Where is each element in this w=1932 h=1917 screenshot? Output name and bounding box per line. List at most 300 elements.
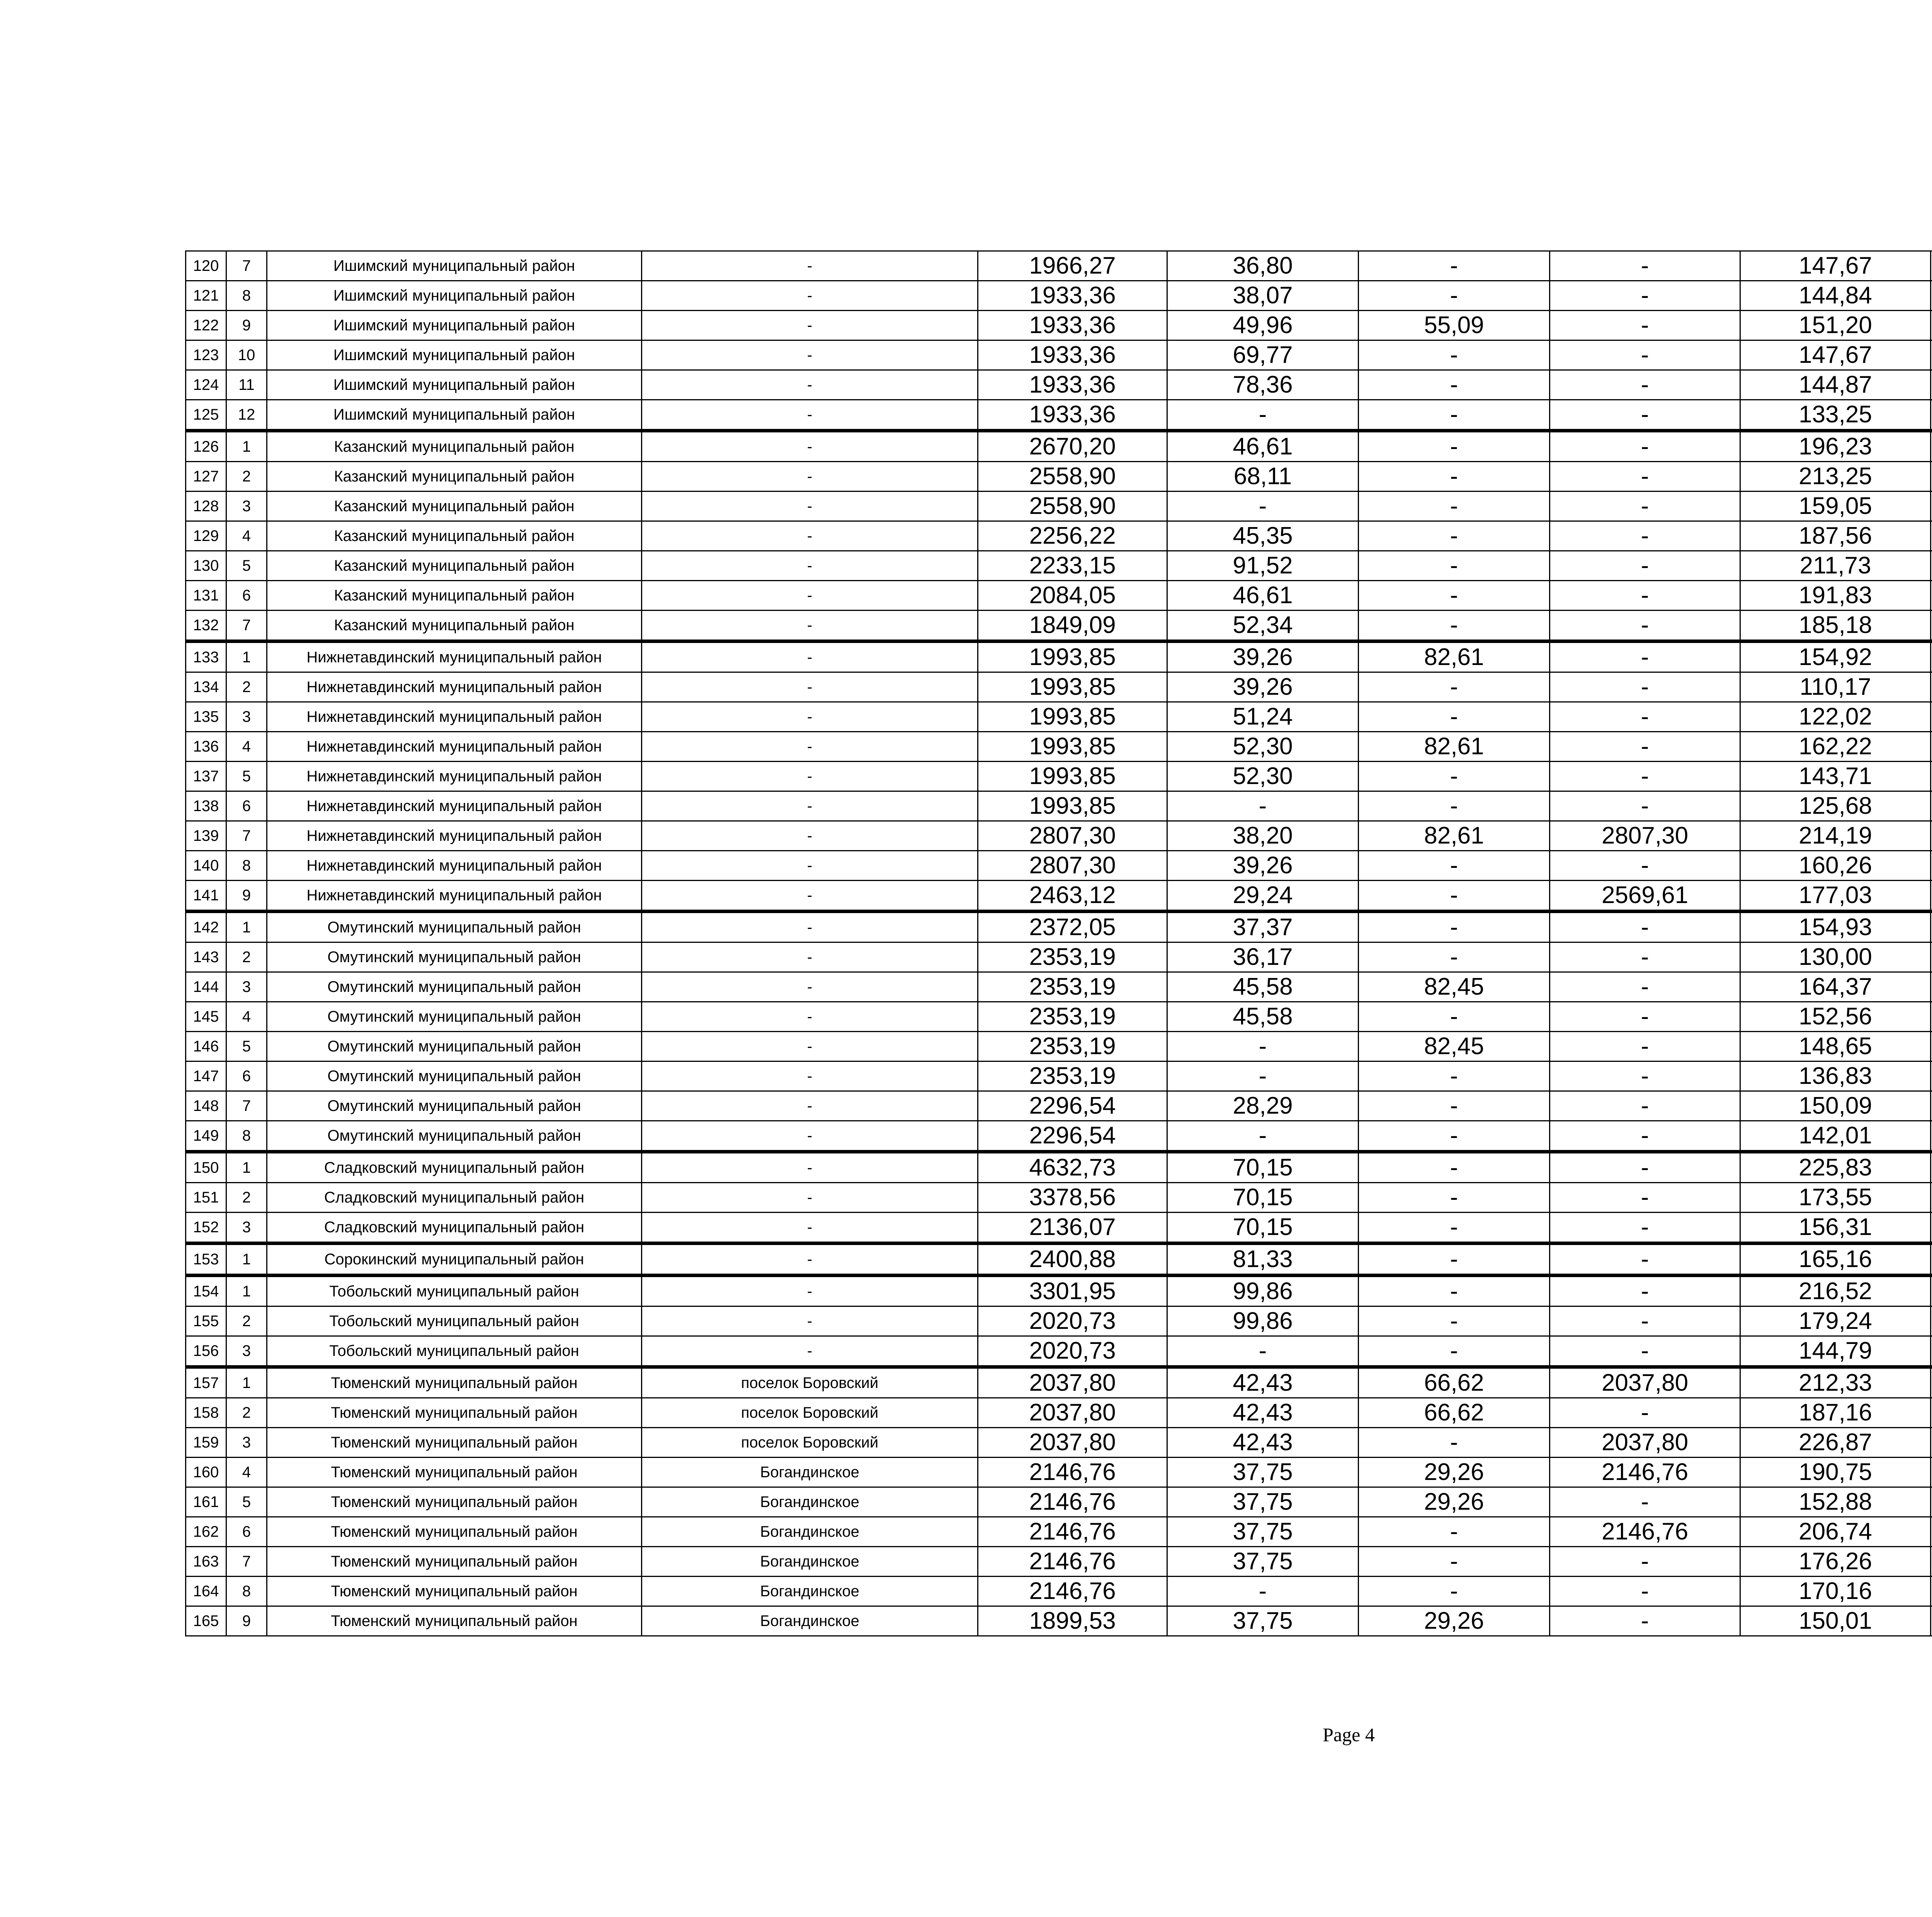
value-col-10 bbox=[1931, 340, 1932, 370]
district-name: Омутинский муниципальный район bbox=[267, 1091, 642, 1121]
district-name: Нижнетавдинский муниципальный район bbox=[267, 762, 642, 791]
table-row bbox=[186, 551, 1932, 581]
row-number: 155 bbox=[186, 1306, 226, 1336]
row-number: 165 bbox=[186, 1606, 226, 1636]
value-col-8: - bbox=[1550, 1152, 1740, 1183]
table-body bbox=[186, 251, 1932, 1636]
row-number: 144 bbox=[186, 972, 226, 1002]
table-row bbox=[186, 611, 1932, 641]
sub-number: 7 bbox=[226, 1091, 267, 1121]
table-row bbox=[186, 1061, 1932, 1091]
value-col-10 bbox=[1931, 492, 1932, 521]
sub-number: 7 bbox=[226, 611, 267, 641]
row-number: 142 bbox=[186, 912, 226, 942]
row-number: 164 bbox=[186, 1577, 226, 1606]
row-number: 124 bbox=[186, 370, 226, 400]
district-name: Сладковский муниципальный район bbox=[267, 1152, 642, 1183]
value-col-6: 37,75 bbox=[1167, 1517, 1359, 1547]
value-col-6: 42,43 bbox=[1167, 1367, 1359, 1398]
value-col-10 bbox=[1931, 1276, 1932, 1306]
value-col-5: 2037,80 bbox=[978, 1367, 1167, 1398]
value-col-9: 130,00 bbox=[1740, 942, 1931, 972]
value-col-10 bbox=[1931, 1306, 1932, 1336]
value-col-8: - bbox=[1550, 702, 1740, 732]
value-col-10 bbox=[1931, 581, 1932, 611]
value-col-5: 1993,85 bbox=[978, 791, 1167, 821]
value-col-8: - bbox=[1550, 1547, 1740, 1577]
district-name: Ишимский муниципальный район bbox=[267, 251, 642, 281]
sub-number: 7 bbox=[226, 1547, 267, 1577]
settlement-name: - bbox=[642, 1002, 978, 1032]
district-name: Ишимский муниципальный район bbox=[267, 311, 642, 340]
sub-number: 5 bbox=[226, 551, 267, 581]
settlement-name: - bbox=[642, 400, 978, 431]
value-col-9: 165,16 bbox=[1740, 1243, 1931, 1276]
value-col-10 bbox=[1931, 1213, 1932, 1243]
settlement-name: - bbox=[642, 1213, 978, 1243]
value-col-5: 2807,30 bbox=[978, 851, 1167, 881]
value-col-9: 179,24 bbox=[1740, 1306, 1931, 1336]
row-number: 149 bbox=[186, 1121, 226, 1152]
value-col-10 bbox=[1931, 1398, 1932, 1428]
table-row bbox=[186, 821, 1932, 851]
value-col-8: - bbox=[1550, 762, 1740, 791]
value-col-10 bbox=[1931, 912, 1932, 942]
value-col-6: 81,33 bbox=[1167, 1243, 1359, 1276]
district-name: Омутинский муниципальный район bbox=[267, 972, 642, 1002]
value-col-9: 154,93 bbox=[1740, 912, 1931, 942]
sub-number: 4 bbox=[226, 521, 267, 551]
value-col-10 bbox=[1931, 521, 1932, 551]
row-number: 135 bbox=[186, 702, 226, 732]
settlement-name: - bbox=[642, 1183, 978, 1213]
value-col-9: 144,79 bbox=[1740, 1336, 1931, 1367]
value-col-7: - bbox=[1359, 912, 1550, 942]
settlement-name: поселок Боровский bbox=[642, 1428, 978, 1458]
row-number: 153 bbox=[186, 1243, 226, 1276]
district-name: Нижнетавдинский муниципальный район bbox=[267, 641, 642, 672]
settlement-name: Богандинское bbox=[642, 1547, 978, 1577]
settlement-name: Богандинское bbox=[642, 1458, 978, 1487]
value-col-8: - bbox=[1550, 1032, 1740, 1061]
sub-number: 5 bbox=[226, 762, 267, 791]
value-col-5: 2020,73 bbox=[978, 1306, 1167, 1336]
value-col-9: 216,52 bbox=[1740, 1276, 1931, 1306]
value-col-5: 1933,36 bbox=[978, 281, 1167, 311]
value-col-6: 42,43 bbox=[1167, 1428, 1359, 1458]
sub-number: 1 bbox=[226, 431, 267, 462]
value-col-6: 36,17 bbox=[1167, 942, 1359, 972]
district-name: Тюменский муниципальный район bbox=[267, 1606, 642, 1636]
value-col-10 bbox=[1931, 672, 1932, 702]
value-col-8: - bbox=[1550, 611, 1740, 641]
value-col-10 bbox=[1931, 881, 1932, 912]
sub-number: 3 bbox=[226, 1428, 267, 1458]
value-col-5: 1933,36 bbox=[978, 311, 1167, 340]
value-col-9: 147,67 bbox=[1740, 340, 1931, 370]
row-number: 140 bbox=[186, 851, 226, 881]
value-col-9: 191,83 bbox=[1740, 581, 1931, 611]
table-row bbox=[186, 1367, 1932, 1398]
value-col-8: - bbox=[1550, 1487, 1740, 1517]
value-col-8: - bbox=[1550, 1243, 1740, 1276]
value-col-8: - bbox=[1550, 1306, 1740, 1336]
district-name: Омутинский муниципальный район bbox=[267, 912, 642, 942]
district-name: Ишимский муниципальный район bbox=[267, 281, 642, 311]
value-col-8: - bbox=[1550, 521, 1740, 551]
settlement-name: - bbox=[642, 912, 978, 942]
value-col-5: 4632,73 bbox=[978, 1152, 1167, 1183]
value-col-10 bbox=[1931, 1183, 1932, 1213]
value-col-9: 187,16 bbox=[1740, 1398, 1931, 1428]
value-col-9: 164,37 bbox=[1740, 972, 1931, 1002]
value-col-8: - bbox=[1550, 370, 1740, 400]
sub-number: 8 bbox=[226, 281, 267, 311]
value-col-8: - bbox=[1550, 732, 1740, 762]
value-col-10 bbox=[1931, 1032, 1932, 1061]
value-col-9: 213,25 bbox=[1740, 462, 1931, 492]
settlement-name: Богандинское bbox=[642, 1606, 978, 1636]
value-col-8: 2146,76 bbox=[1550, 1458, 1740, 1487]
value-col-9: 173,55 bbox=[1740, 1183, 1931, 1213]
value-col-8: - bbox=[1550, 1183, 1740, 1213]
value-col-6: 51,24 bbox=[1167, 702, 1359, 732]
value-col-5: 1933,36 bbox=[978, 370, 1167, 400]
sub-number: 2 bbox=[226, 1306, 267, 1336]
value-col-6: 70,15 bbox=[1167, 1213, 1359, 1243]
value-col-8: - bbox=[1550, 672, 1740, 702]
value-col-8: - bbox=[1550, 1061, 1740, 1091]
value-col-7: - bbox=[1359, 462, 1550, 492]
table-row bbox=[186, 942, 1932, 972]
row-number: 143 bbox=[186, 942, 226, 972]
value-col-5: 2146,76 bbox=[978, 1547, 1167, 1577]
value-col-7: 66,62 bbox=[1359, 1398, 1550, 1428]
value-col-10 bbox=[1931, 702, 1932, 732]
value-col-5: 2146,76 bbox=[978, 1458, 1167, 1487]
sub-number: 10 bbox=[226, 340, 267, 370]
value-col-7: - bbox=[1359, 1152, 1550, 1183]
settlement-name: - bbox=[642, 821, 978, 851]
value-col-7: - bbox=[1359, 1213, 1550, 1243]
table-row bbox=[186, 1487, 1932, 1517]
sub-number: 2 bbox=[226, 942, 267, 972]
settlement-name: - bbox=[642, 1276, 978, 1306]
row-number: 130 bbox=[186, 551, 226, 581]
value-col-8: - bbox=[1550, 1121, 1740, 1152]
table-row bbox=[186, 1121, 1932, 1152]
value-col-9: 206,74 bbox=[1740, 1517, 1931, 1547]
value-col-8: - bbox=[1550, 551, 1740, 581]
value-col-5: 1933,36 bbox=[978, 400, 1167, 431]
value-col-9: 176,26 bbox=[1740, 1547, 1931, 1577]
table-row bbox=[186, 702, 1932, 732]
value-col-7: - bbox=[1359, 791, 1550, 821]
value-col-5: 2353,19 bbox=[978, 1032, 1167, 1061]
value-col-9: 142,01 bbox=[1740, 1121, 1931, 1152]
value-col-8: - bbox=[1550, 581, 1740, 611]
value-col-9: 212,33 bbox=[1740, 1367, 1931, 1398]
value-col-6: 45,58 bbox=[1167, 1002, 1359, 1032]
value-col-8: - bbox=[1550, 251, 1740, 281]
district-name: Тобольский муниципальный район bbox=[267, 1306, 642, 1336]
value-col-10 bbox=[1931, 1547, 1932, 1577]
value-col-8: - bbox=[1550, 1577, 1740, 1606]
value-col-10 bbox=[1931, 1002, 1932, 1032]
settlement-name: - bbox=[642, 851, 978, 881]
value-col-9: 159,05 bbox=[1740, 492, 1931, 521]
value-col-8: - bbox=[1550, 1336, 1740, 1367]
row-number: 154 bbox=[186, 1276, 226, 1306]
value-col-8: 2037,80 bbox=[1550, 1367, 1740, 1398]
value-col-7: - bbox=[1359, 702, 1550, 732]
value-col-9: 150,09 bbox=[1740, 1091, 1931, 1121]
value-col-5: 2558,90 bbox=[978, 462, 1167, 492]
value-col-6: 46,61 bbox=[1167, 431, 1359, 462]
value-col-6: 37,75 bbox=[1167, 1547, 1359, 1577]
value-col-7: 29,26 bbox=[1359, 1458, 1550, 1487]
settlement-name: - bbox=[642, 1061, 978, 1091]
value-col-5: 3378,56 bbox=[978, 1183, 1167, 1213]
district-name: Казанский муниципальный район bbox=[267, 521, 642, 551]
row-number: 139 bbox=[186, 821, 226, 851]
value-col-8: - bbox=[1550, 462, 1740, 492]
value-col-10 bbox=[1931, 791, 1932, 821]
district-name: Тюменский муниципальный район bbox=[267, 1577, 642, 1606]
row-number: 150 bbox=[186, 1152, 226, 1183]
value-col-5: 2353,19 bbox=[978, 942, 1167, 972]
value-col-9: 154,92 bbox=[1740, 641, 1931, 672]
district-name: Тюменский муниципальный район bbox=[267, 1547, 642, 1577]
value-col-8: - bbox=[1550, 942, 1740, 972]
settlement-name: - bbox=[642, 492, 978, 521]
page-number: Page 4 bbox=[1323, 1724, 1375, 1745]
value-col-6: 37,75 bbox=[1167, 1458, 1359, 1487]
settlement-name: - bbox=[642, 791, 978, 821]
value-col-9: 156,31 bbox=[1740, 1213, 1931, 1243]
row-number: 148 bbox=[186, 1091, 226, 1121]
value-col-7: - bbox=[1359, 1547, 1550, 1577]
table-row bbox=[186, 431, 1932, 462]
value-col-6: 52,30 bbox=[1167, 732, 1359, 762]
value-col-7: - bbox=[1359, 492, 1550, 521]
row-number: 125 bbox=[186, 400, 226, 431]
value-col-9: 150,01 bbox=[1740, 1606, 1931, 1636]
value-col-5: 1966,27 bbox=[978, 251, 1167, 281]
value-col-8: - bbox=[1550, 1398, 1740, 1428]
value-col-5: 2807,30 bbox=[978, 821, 1167, 851]
sub-number: 6 bbox=[226, 581, 267, 611]
value-col-6: 45,35 bbox=[1167, 521, 1359, 551]
sub-number: 11 bbox=[226, 370, 267, 400]
settlement-name: - bbox=[642, 942, 978, 972]
value-col-7: - bbox=[1359, 611, 1550, 641]
value-col-5: 2400,88 bbox=[978, 1243, 1167, 1276]
table-row bbox=[186, 1032, 1932, 1061]
sub-number: 3 bbox=[226, 492, 267, 521]
value-col-7: - bbox=[1359, 881, 1550, 912]
sub-number: 1 bbox=[226, 912, 267, 942]
value-col-5: 2558,90 bbox=[978, 492, 1167, 521]
value-col-7: 66,62 bbox=[1359, 1367, 1550, 1398]
value-col-5: 2353,19 bbox=[978, 1061, 1167, 1091]
value-col-7: - bbox=[1359, 521, 1550, 551]
sub-number: 3 bbox=[226, 1213, 267, 1243]
value-col-9: 136,83 bbox=[1740, 1061, 1931, 1091]
district-name: Казанский муниципальный район bbox=[267, 581, 642, 611]
settlement-name: - bbox=[642, 732, 978, 762]
table-row bbox=[186, 1183, 1932, 1213]
value-col-7: - bbox=[1359, 1061, 1550, 1091]
value-col-7: 82,61 bbox=[1359, 641, 1550, 672]
district-name: Сладковский муниципальный район bbox=[267, 1213, 642, 1243]
settlement-name: - bbox=[642, 581, 978, 611]
value-col-5: 1993,85 bbox=[978, 672, 1167, 702]
value-col-6: - bbox=[1167, 1336, 1359, 1367]
row-number: 152 bbox=[186, 1213, 226, 1243]
sub-number: 7 bbox=[226, 821, 267, 851]
district-name: Сорокинский муниципальный район bbox=[267, 1243, 642, 1276]
value-col-8: 2146,76 bbox=[1550, 1517, 1740, 1547]
table-row bbox=[186, 1458, 1932, 1487]
value-col-10 bbox=[1931, 851, 1932, 881]
row-number: 163 bbox=[186, 1547, 226, 1577]
table-row bbox=[186, 972, 1932, 1002]
district-name: Нижнетавдинский муниципальный район bbox=[267, 791, 642, 821]
row-number: 160 bbox=[186, 1458, 226, 1487]
value-col-6: - bbox=[1167, 1121, 1359, 1152]
settlement-name: - bbox=[642, 1152, 978, 1183]
district-name: Ишимский муниципальный район bbox=[267, 340, 642, 370]
settlement-name: - bbox=[642, 672, 978, 702]
district-name: Тюменский муниципальный район bbox=[267, 1487, 642, 1517]
value-col-7: - bbox=[1359, 1428, 1550, 1458]
table-row bbox=[186, 1606, 1932, 1636]
row-number: 157 bbox=[186, 1367, 226, 1398]
value-col-9: 211,73 bbox=[1740, 551, 1931, 581]
district-name: Омутинский муниципальный район bbox=[267, 1061, 642, 1091]
settlement-name: Богандинское bbox=[642, 1577, 978, 1606]
table-row bbox=[186, 1152, 1932, 1183]
value-col-9: 148,65 bbox=[1740, 1032, 1931, 1061]
table-row bbox=[186, 311, 1932, 340]
sub-number: 6 bbox=[226, 1061, 267, 1091]
value-col-10 bbox=[1931, 732, 1932, 762]
value-col-6: 70,15 bbox=[1167, 1183, 1359, 1213]
value-col-6: 45,58 bbox=[1167, 972, 1359, 1002]
value-col-9: 152,88 bbox=[1740, 1487, 1931, 1517]
value-col-9: 147,67 bbox=[1740, 251, 1931, 281]
row-number: 134 bbox=[186, 672, 226, 702]
value-col-10 bbox=[1931, 1428, 1932, 1458]
value-col-5: 1899,53 bbox=[978, 1606, 1167, 1636]
value-col-6: 28,29 bbox=[1167, 1091, 1359, 1121]
value-col-5: 1993,85 bbox=[978, 762, 1167, 791]
settlement-name: - bbox=[642, 340, 978, 370]
table-row bbox=[186, 1276, 1932, 1306]
value-col-9: 133,25 bbox=[1740, 400, 1931, 431]
value-col-6: - bbox=[1167, 1577, 1359, 1606]
row-number: 158 bbox=[186, 1398, 226, 1428]
sub-number: 1 bbox=[226, 1367, 267, 1398]
row-number: 161 bbox=[186, 1487, 226, 1517]
value-col-9: 196,23 bbox=[1740, 431, 1931, 462]
settlement-name: - bbox=[642, 762, 978, 791]
district-name: Нижнетавдинский муниципальный район bbox=[267, 821, 642, 851]
table-row bbox=[186, 762, 1932, 791]
value-col-10 bbox=[1931, 431, 1932, 462]
value-col-10 bbox=[1931, 1152, 1932, 1183]
value-col-8: 2037,80 bbox=[1550, 1428, 1740, 1458]
value-col-5: 2020,73 bbox=[978, 1336, 1167, 1367]
value-col-10 bbox=[1931, 1577, 1932, 1606]
settlement-name: - bbox=[642, 702, 978, 732]
value-col-6: 99,86 bbox=[1167, 1306, 1359, 1336]
value-col-8: - bbox=[1550, 431, 1740, 462]
value-col-5: 2670,20 bbox=[978, 431, 1167, 462]
value-col-5: 2136,07 bbox=[978, 1213, 1167, 1243]
settlement-name: поселок Боровский bbox=[642, 1367, 978, 1398]
sub-number: 5 bbox=[226, 1487, 267, 1517]
settlement-name: - bbox=[642, 251, 978, 281]
value-col-9: 185,18 bbox=[1740, 611, 1931, 641]
value-col-6: 39,26 bbox=[1167, 672, 1359, 702]
value-col-7: - bbox=[1359, 581, 1550, 611]
value-col-6: 46,61 bbox=[1167, 581, 1359, 611]
settlement-name: - bbox=[642, 881, 978, 912]
district-name: Тюменский муниципальный район bbox=[267, 1398, 642, 1428]
district-name: Нижнетавдинский муниципальный район bbox=[267, 702, 642, 732]
value-col-8: - bbox=[1550, 912, 1740, 942]
value-col-6: 37,75 bbox=[1167, 1487, 1359, 1517]
row-number: 147 bbox=[186, 1061, 226, 1091]
value-col-10 bbox=[1931, 762, 1932, 791]
settlement-name: - bbox=[642, 370, 978, 400]
value-col-5: 1993,85 bbox=[978, 732, 1167, 762]
row-number: 127 bbox=[186, 462, 226, 492]
settlement-name: - bbox=[642, 521, 978, 551]
district-name: Нижнетавдинский муниципальный район bbox=[267, 881, 642, 912]
value-col-5: 1849,09 bbox=[978, 611, 1167, 641]
value-col-7: - bbox=[1359, 1306, 1550, 1336]
value-col-8: - bbox=[1550, 1091, 1740, 1121]
table-row bbox=[186, 340, 1932, 370]
district-name: Казанский муниципальный район bbox=[267, 492, 642, 521]
district-name: Нижнетавдинский муниципальный район bbox=[267, 672, 642, 702]
table-row bbox=[186, 251, 1932, 281]
value-col-7: - bbox=[1359, 1183, 1550, 1213]
value-col-9: 226,87 bbox=[1740, 1428, 1931, 1458]
value-col-7: - bbox=[1359, 762, 1550, 791]
district-name: Казанский муниципальный район bbox=[267, 551, 642, 581]
tariff-table bbox=[185, 250, 1932, 1636]
value-col-7: - bbox=[1359, 1243, 1550, 1276]
value-col-10 bbox=[1931, 972, 1932, 1002]
value-col-9: 110,17 bbox=[1740, 672, 1931, 702]
value-col-10 bbox=[1931, 1367, 1932, 1398]
row-number: 122 bbox=[186, 311, 226, 340]
sub-number: 1 bbox=[226, 641, 267, 672]
value-col-9: 160,26 bbox=[1740, 851, 1931, 881]
row-number: 159 bbox=[186, 1428, 226, 1458]
value-col-7: - bbox=[1359, 370, 1550, 400]
value-col-5: 2256,22 bbox=[978, 521, 1167, 551]
district-name: Омутинский муниципальный район bbox=[267, 1002, 642, 1032]
value-col-7: - bbox=[1359, 1336, 1550, 1367]
value-col-7: 82,61 bbox=[1359, 732, 1550, 762]
district-name: Омутинский муниципальный район bbox=[267, 1032, 642, 1061]
table-row bbox=[186, 1213, 1932, 1243]
